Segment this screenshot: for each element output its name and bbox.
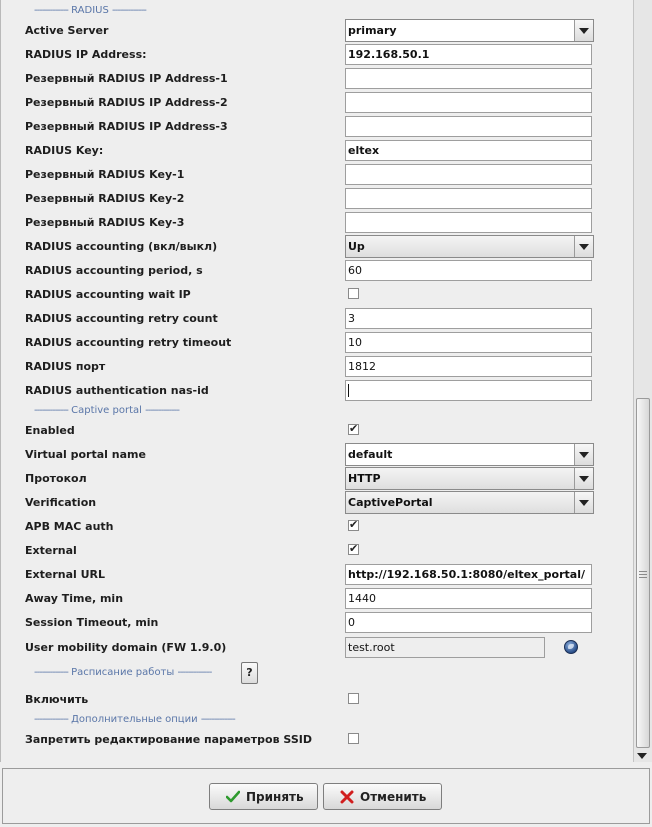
row-active-server — [1, 19, 634, 43]
label-retry-timeout: RADIUS accounting retry timeout — [25, 336, 232, 349]
active-server-value: primary — [348, 24, 397, 37]
checkmark-icon: ✔ — [349, 542, 359, 555]
chevron-down-icon — [579, 28, 589, 34]
label-external-url: External URL — [25, 568, 106, 581]
section-extra-options: ------------- Дополнительные опции ------------- — [34, 714, 235, 725]
grip-line — [639, 571, 647, 572]
row-retry-timeout — [1, 331, 634, 355]
nas-id-input[interactable] — [345, 380, 592, 401]
label-protocol: Протокол — [25, 472, 87, 485]
label-portal-name: Virtual portal name — [25, 448, 146, 461]
row-portal-name — [1, 443, 634, 467]
row-accounting-period — [1, 259, 634, 283]
label-mobility-domain: User mobility domain (FW 1.9.0) — [25, 641, 227, 654]
label-backup-ip-3: Резервный RADIUS IP Address-3 — [25, 120, 228, 133]
label-external: External — [25, 544, 77, 557]
chevron-down-icon — [579, 476, 589, 482]
external-checkbox[interactable] — [348, 544, 359, 555]
label-backup-ip-1: Резервный RADIUS IP Address-1 — [25, 72, 228, 85]
forbid-ssid-edit-checkbox[interactable] — [348, 733, 359, 744]
label-accounting: RADIUS accounting (вкл/выкл) — [25, 240, 218, 253]
globe-icon[interactable] — [564, 640, 578, 654]
label-session-timeout: Session Timeout, min — [25, 616, 159, 629]
label-verification: Verification — [25, 496, 97, 509]
active-server-dropdown-button[interactable] — [574, 20, 593, 41]
verification-value: CaptivePortal — [348, 496, 433, 509]
scrollbar-thumb[interactable] — [636, 398, 650, 748]
scroll-down-icon[interactable] — [637, 753, 647, 759]
label-forbid-ssid-edit: Запретить редактирование параметров SSID — [25, 733, 312, 746]
backup-ip-2-input[interactable] — [345, 92, 592, 113]
row-away-time — [1, 587, 634, 611]
radius-ip-input[interactable]: 192.168.50.1 — [345, 44, 592, 65]
schedule-help-button[interactable]: ? — [241, 662, 258, 684]
external-url-input[interactable]: http://192.168.50.1:8080/eltex_portal/ — [345, 564, 592, 585]
row-retry-count — [1, 307, 634, 331]
row-forbid-ssid-edit — [1, 728, 634, 752]
row-protocol — [1, 467, 634, 491]
mobility-domain-field: test.root — [345, 637, 545, 658]
row-schedule-enable — [1, 688, 634, 712]
row-external-url — [1, 563, 634, 587]
row-backup-ip-3 — [1, 115, 634, 139]
row-radius-ip — [1, 43, 634, 67]
label-retry-count: RADIUS accounting retry count — [25, 312, 218, 325]
chevron-down-icon — [579, 500, 589, 506]
accounting-select[interactable] — [345, 235, 594, 258]
label-radius-port: RADIUS порт — [25, 360, 106, 373]
retry-count-input[interactable]: 3 — [345, 308, 592, 329]
text-cursor — [348, 384, 349, 397]
row-radius-port — [1, 355, 634, 379]
schedule-enable-checkbox[interactable] — [348, 693, 359, 704]
chevron-down-icon — [579, 452, 589, 458]
label-backup-key-1: Резервный RADIUS Key-1 — [25, 168, 185, 181]
grip-line — [639, 574, 647, 575]
checkmark-icon — [226, 790, 240, 804]
section-schedule: ------------- Расписание работы ------------- — [34, 667, 212, 678]
row-nas-id — [1, 379, 634, 403]
portal-name-select[interactable] — [345, 443, 594, 466]
cancel-button[interactable] — [323, 783, 442, 810]
checkmark-icon: ✔ — [349, 422, 359, 435]
protocol-dropdown-button[interactable] — [574, 468, 593, 489]
away-time-input[interactable]: 1440 — [345, 588, 592, 609]
radius-port-input[interactable]: 1812 — [345, 356, 592, 377]
row-enabled — [1, 419, 634, 443]
label-accounting-period: RADIUS accounting period, s — [25, 264, 203, 277]
radius-key-input[interactable]: eltex — [345, 140, 592, 161]
row-session-timeout — [1, 611, 634, 635]
row-verification — [1, 491, 634, 515]
retry-timeout-input[interactable]: 10 — [345, 332, 592, 353]
label-accounting-wait-ip: RADIUS accounting wait IP — [25, 288, 191, 301]
label-schedule-enable: Включить — [25, 693, 89, 706]
cancel-button-label: Отменить — [360, 790, 427, 804]
backup-key-3-input[interactable] — [345, 212, 592, 233]
section-radius: ------------- RADIUS ------------- — [34, 5, 146, 16]
label-apb-mac-auth: APB MAC auth — [25, 520, 114, 533]
accounting-wait-ip-checkbox[interactable] — [348, 288, 359, 299]
backup-ip-1-input[interactable] — [345, 68, 592, 89]
row-accounting-wait-ip — [1, 283, 634, 307]
chevron-down-icon — [579, 244, 589, 250]
backup-ip-3-input[interactable] — [345, 116, 592, 137]
section-captive-portal: ------------- Captive portal ------------- — [34, 405, 180, 416]
accept-button[interactable] — [209, 783, 318, 810]
label-away-time: Away Time, min — [25, 592, 124, 605]
protocol-value: HTTP — [348, 472, 381, 485]
checkmark-icon: ✔ — [349, 518, 359, 531]
active-server-select[interactable] — [345, 19, 594, 42]
label-radius-key: RADIUS Key: — [25, 144, 104, 157]
accounting-value: Up — [348, 240, 365, 253]
row-apb-mac-auth — [1, 515, 634, 539]
grip-line — [639, 577, 647, 578]
verification-select[interactable] — [345, 491, 594, 514]
row-backup-key-1 — [1, 163, 634, 187]
close-icon — [340, 790, 354, 804]
row-external — [1, 539, 634, 563]
row-backup-key-2 — [1, 187, 634, 211]
label-radius-ip: RADIUS IP Address: — [25, 48, 147, 61]
apb-mac-auth-checkbox[interactable] — [348, 520, 359, 531]
dialog-footer — [0, 762, 652, 827]
session-timeout-input[interactable]: 0 — [345, 612, 592, 633]
vertical-scrollbar[interactable] — [633, 0, 652, 762]
label-nas-id: RADIUS authentication nas-id — [25, 384, 209, 397]
portal-name-value: default — [348, 448, 393, 461]
portal-name-dropdown-button[interactable] — [574, 444, 593, 465]
label-backup-ip-2: Резервный RADIUS IP Address-2 — [25, 96, 228, 109]
row-radius-key — [1, 139, 634, 163]
accounting-dropdown-button[interactable] — [574, 236, 593, 257]
label-active-server: Active Server — [25, 24, 109, 37]
row-accounting — [1, 235, 634, 259]
enabled-checkbox[interactable] — [348, 424, 359, 435]
accept-button-label: Принять — [246, 790, 304, 804]
backup-key-1-input[interactable] — [345, 164, 592, 185]
accounting-period-input[interactable]: 60 — [345, 260, 592, 281]
protocol-select[interactable] — [345, 467, 594, 490]
label-backup-key-2: Резервный RADIUS Key-2 — [25, 192, 185, 205]
row-backup-ip-2 — [1, 91, 634, 115]
verification-dropdown-button[interactable] — [574, 492, 593, 513]
row-mobility-domain — [1, 636, 634, 660]
label-backup-key-3: Резервный RADIUS Key-3 — [25, 216, 185, 229]
row-schedule-header — [1, 662, 634, 686]
backup-key-2-input[interactable] — [345, 188, 592, 209]
row-backup-ip-1 — [1, 67, 634, 91]
label-enabled: Enabled — [25, 424, 75, 437]
row-backup-key-3 — [1, 211, 634, 235]
